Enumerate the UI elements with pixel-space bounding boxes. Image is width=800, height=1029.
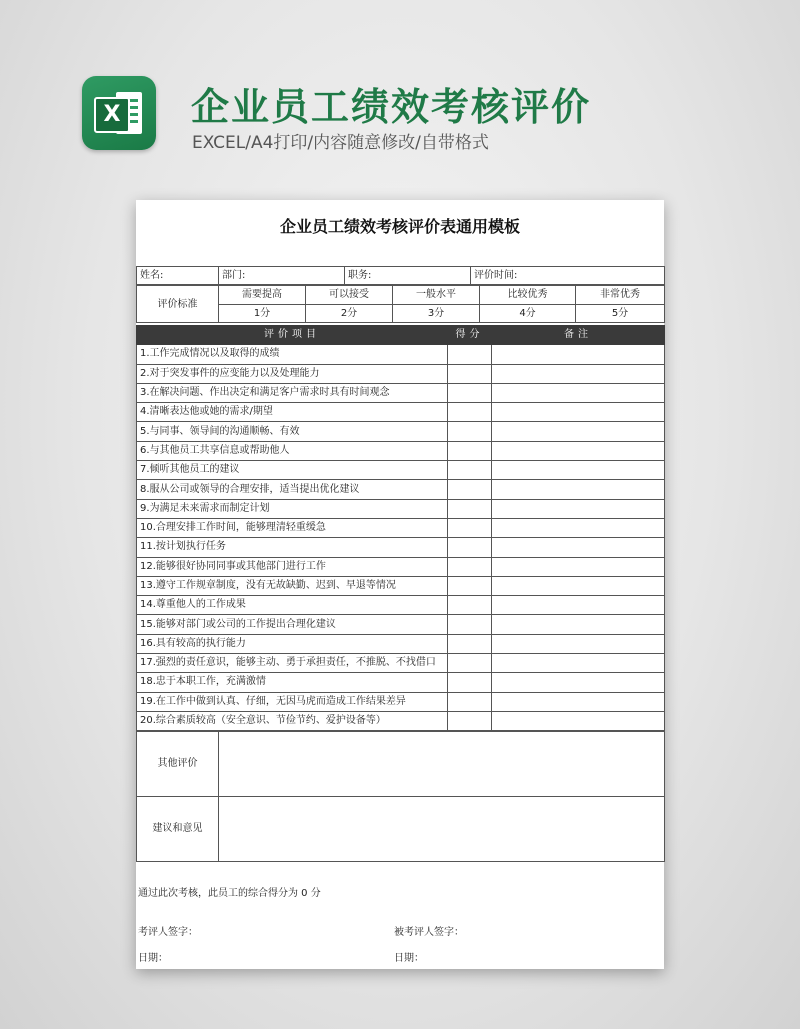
note-header: 备注 [492, 326, 665, 345]
item-score-cell[interactable] [448, 383, 492, 402]
item-score-cell[interactable] [448, 403, 492, 422]
page-headline: 企业员工绩效考核评价 [191, 85, 592, 129]
item-text: 19.在工作中做到认真、仔细，无因马虎而造成工作结果差异 [137, 692, 448, 711]
item-note-cell[interactable] [492, 557, 665, 576]
item-score-cell[interactable] [448, 499, 492, 518]
rating-levels-row [137, 286, 665, 305]
item-text: 8.服从公司或领导的合理安排，适当提出优化建议 [137, 480, 448, 499]
item-note-cell[interactable] [492, 403, 665, 422]
item-score-cell[interactable] [448, 441, 492, 460]
table-row [137, 499, 665, 518]
item-text: 12.能够很好协同同事或其他部门进行工作 [137, 557, 448, 576]
table-row [137, 364, 665, 383]
table-row [137, 673, 665, 692]
table-row [137, 596, 665, 615]
item-note-cell[interactable] [492, 383, 665, 402]
item-note-cell[interactable] [492, 480, 665, 499]
level-4: 比较优秀 [480, 286, 576, 305]
info-row [137, 267, 665, 285]
item-score-cell[interactable] [448, 692, 492, 711]
item-score-cell[interactable] [448, 557, 492, 576]
reviewee-sign[interactable]: 被考评人签字： [394, 927, 464, 938]
item-note-cell[interactable] [492, 538, 665, 557]
table-row [137, 654, 665, 673]
document-title: 企业员工绩效考核评价表通用模板 [279, 217, 520, 236]
item-text: 4.清晰表达他或她的需求/期望 [137, 403, 448, 422]
score-header: 得分 [448, 326, 492, 345]
score-3: 3分 [393, 304, 480, 323]
name-cell[interactable]: 姓名: [137, 267, 219, 285]
other-eval-field[interactable] [219, 732, 665, 797]
item-text: 13.遵守工作规章制度，没有无故缺勤、迟到、早退等情况 [137, 576, 448, 595]
table-row [137, 461, 665, 480]
item-text: 10.合理安排工作时间，能够理清轻重缓急 [137, 518, 448, 537]
level-1: 需要提高 [219, 286, 306, 305]
item-note-cell[interactable] [492, 441, 665, 460]
reviewee-date[interactable]: 日期： [394, 953, 424, 964]
item-note-cell[interactable] [492, 596, 665, 615]
table-row [137, 518, 665, 537]
item-text: 9.为满足未来需求而制定计划 [137, 499, 448, 518]
other-eval-row [137, 732, 665, 797]
suggestion-field[interactable] [219, 797, 665, 862]
item-note-cell[interactable] [492, 673, 665, 692]
item-text: 2.对于突发事件的应变能力以及处理能力 [137, 364, 448, 383]
item-score-cell[interactable] [448, 538, 492, 557]
rating-table [136, 285, 665, 323]
item-text: 3.在解决问题、作出决定和满足客户需求时具有时间观念 [137, 383, 448, 402]
table-row [137, 345, 665, 364]
rating-label: 评价标准 [137, 286, 219, 323]
score-5: 5分 [576, 304, 665, 323]
page-subtitle: EXCEL/A4打印/内容随意修改/自带格式 [192, 133, 489, 153]
item-note-cell[interactable] [492, 634, 665, 653]
table-row [137, 403, 665, 422]
item-text: 16.具有较高的执行能力 [137, 634, 448, 653]
item-note-cell[interactable] [492, 461, 665, 480]
score-2: 2分 [306, 304, 393, 323]
item-score-cell[interactable] [448, 345, 492, 364]
table-row [137, 422, 665, 441]
info-table [136, 266, 665, 285]
item-note-cell[interactable] [492, 615, 665, 634]
item-score-cell[interactable] [448, 654, 492, 673]
item-score-cell[interactable] [448, 673, 492, 692]
item-note-cell[interactable] [492, 711, 665, 730]
table-row [137, 441, 665, 460]
summary-text: 通过此次考核，此员工的综合得分为 0 分 [138, 888, 321, 899]
table-row [137, 383, 665, 402]
item-note-cell[interactable] [492, 364, 665, 383]
item-note-cell[interactable] [492, 692, 665, 711]
table-row [137, 634, 665, 653]
suggestion-label: 建议和意见 [137, 797, 219, 862]
position-cell[interactable]: 职务: [345, 267, 471, 285]
item-note-cell[interactable] [492, 422, 665, 441]
item-text: 15.能够对部门或公司的工作提出合理化建议 [137, 615, 448, 634]
item-score-cell[interactable] [448, 596, 492, 615]
reviewer-sign[interactable]: 考评人签字： [138, 927, 198, 938]
suggestion-row [137, 797, 665, 862]
item-text: 18.忠于本职工作，充满激情 [137, 673, 448, 692]
item-text: 1.工作完成情况以及取得的成绩 [137, 345, 448, 364]
table-row [137, 538, 665, 557]
table-row [137, 557, 665, 576]
item-note-cell[interactable] [492, 654, 665, 673]
item-note-cell[interactable] [492, 345, 665, 364]
item-score-cell[interactable] [448, 615, 492, 634]
item-text: 5.与同事、领导间的沟通顺畅、有效 [137, 422, 448, 441]
item-text: 14.尊重他人的工作成果 [137, 596, 448, 615]
item-text: 20.综合素质较高（安全意识、节俭节约、爱护设备等） [137, 711, 448, 730]
items-table [136, 325, 665, 731]
table-row [137, 711, 665, 730]
table-row [137, 692, 665, 711]
document-sheet [136, 200, 664, 969]
level-5: 非常优秀 [576, 286, 665, 305]
item-note-cell[interactable] [492, 518, 665, 537]
remarks-table [136, 731, 665, 862]
x-letter: X [94, 97, 130, 133]
item-header: 评价项目 [137, 326, 448, 345]
item-text: 7.倾听其他员工的建议 [137, 461, 448, 480]
level-2: 可以接受 [306, 286, 393, 305]
table-row [137, 480, 665, 499]
item-score-cell[interactable] [448, 634, 492, 653]
item-text: 6.与其他员工共享信息或帮助他人 [137, 441, 448, 460]
item-score-cell[interactable] [448, 480, 492, 499]
other-eval-label: 其他评价 [137, 732, 219, 797]
score-1: 1分 [219, 304, 306, 323]
eval-time-cell[interactable]: 评价时间: [471, 267, 665, 285]
table-row [137, 576, 665, 595]
table-row [137, 615, 665, 634]
level-3: 一般水平 [393, 286, 480, 305]
item-score-cell[interactable] [448, 711, 492, 730]
reviewer-date[interactable]: 日期： [138, 953, 168, 964]
item-text: 17.强烈的责任意识，能够主动、勇于承担责任，不推脱、不找借口 [137, 654, 448, 673]
item-text: 11.按计划执行任务 [137, 538, 448, 557]
item-note-cell[interactable] [492, 499, 665, 518]
item-note-cell[interactable] [492, 576, 665, 595]
item-score-cell[interactable] [448, 518, 492, 537]
score-4: 4分 [480, 304, 576, 323]
item-score-cell[interactable] [448, 422, 492, 441]
item-score-cell[interactable] [448, 364, 492, 383]
dept-cell[interactable]: 部门: [219, 267, 345, 285]
item-score-cell[interactable] [448, 461, 492, 480]
item-score-cell[interactable] [448, 576, 492, 595]
excel-logo-icon [82, 76, 156, 150]
items-header-row [137, 326, 665, 345]
